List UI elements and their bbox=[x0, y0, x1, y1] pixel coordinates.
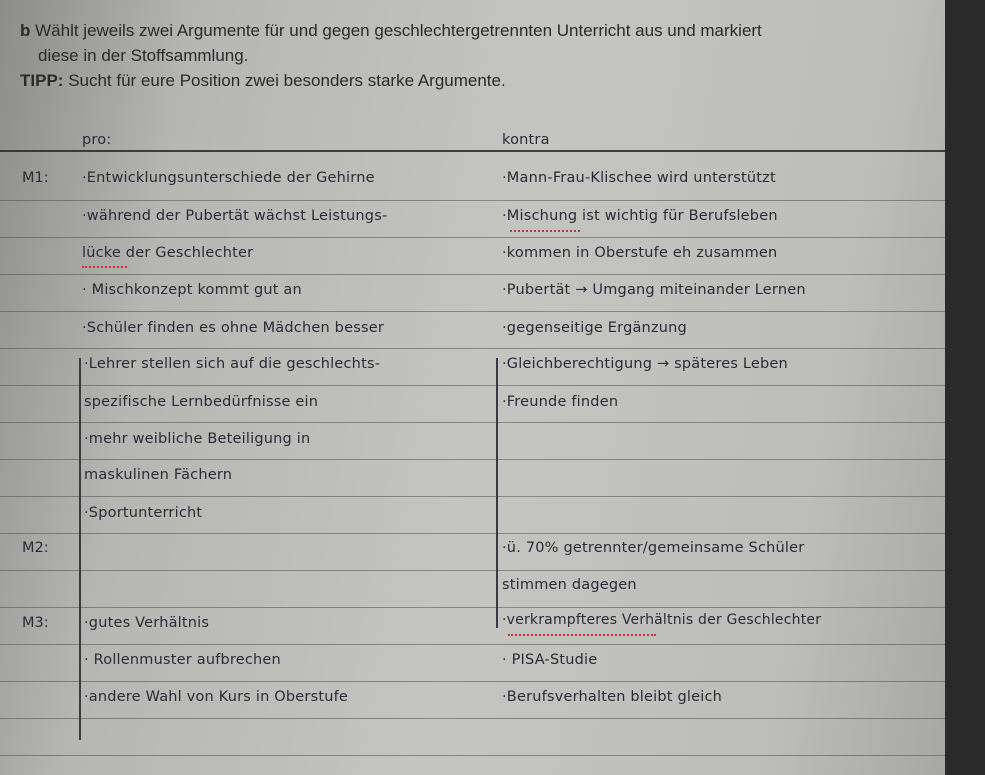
ruled-line bbox=[0, 755, 945, 756]
pro-argument: · Rollenmuster aufbrechen bbox=[84, 652, 281, 668]
highlight-dots bbox=[508, 634, 656, 636]
task-tip bbox=[20, 68, 762, 93]
kontra-argument: ·kommen in Oberstufe eh zusammen bbox=[502, 245, 778, 261]
background-edge bbox=[945, 0, 985, 775]
task-line-1 bbox=[20, 18, 762, 43]
kontra-argument: ·gegenseitige Ergänzung bbox=[502, 320, 687, 336]
pro-argument: ·andere Wahl von Kurs in Oberstufe bbox=[84, 689, 349, 705]
middle-divider-line bbox=[496, 358, 498, 628]
task-text-1: Wählt jeweils zwei Argumente für und gegen geschlechtergetrennten Unterricht aus und markiert bbox=[35, 21, 762, 40]
task-instructions bbox=[20, 18, 762, 93]
pro-argument: ·Schüler finden es ohne Mädchen besser bbox=[82, 320, 384, 336]
ruled-line bbox=[0, 200, 945, 201]
pro-argument: ·Sportunterricht bbox=[84, 505, 203, 521]
kontra-argument: ·Freunde finden bbox=[502, 394, 619, 410]
tip-label: TIPP: bbox=[20, 71, 64, 90]
ruled-line bbox=[0, 274, 945, 275]
kontra-header: kontra bbox=[502, 132, 550, 148]
pro-argument: ·gutes Verhältnis bbox=[84, 615, 210, 631]
pro-argument: · Mischkonzept kommt gut an bbox=[82, 282, 302, 298]
tip-text: Sucht für eure Position zwei besonders starke Argumente. bbox=[68, 71, 506, 90]
pro-argument: spezifische Lernbedürfnisse ein bbox=[84, 394, 319, 410]
pro-argument: ·während der Pubertät wächst Leistungs- bbox=[82, 208, 388, 224]
pro-argument: ·mehr weibliche Beteiligung in bbox=[84, 431, 311, 447]
task-letter: b bbox=[20, 21, 31, 40]
kontra-argument: ·Berufsverhalten bleibt gleich bbox=[502, 689, 723, 705]
ruled-line bbox=[0, 311, 945, 312]
ruled-line bbox=[0, 348, 945, 349]
ruled-line bbox=[0, 718, 945, 719]
ruled-line bbox=[0, 644, 945, 645]
pro-argument: lücke der Geschlechter bbox=[82, 245, 254, 261]
ruled-line bbox=[0, 237, 945, 238]
kontra-argument: · PISA-Studie bbox=[502, 652, 598, 668]
kontra-argument: ·Pubertät → Umgang miteinander Lernen bbox=[502, 282, 806, 298]
ruled-line bbox=[0, 385, 945, 386]
pro-argument: ·Lehrer stellen sich auf die geschlechts- bbox=[84, 356, 381, 372]
highlight-dots bbox=[510, 230, 580, 232]
ruled-line bbox=[0, 496, 945, 497]
ruled-line bbox=[0, 681, 945, 682]
left-divider-line bbox=[79, 358, 81, 740]
kontra-argument: ·Mischung ist wichtig für Berufsleben bbox=[502, 208, 778, 224]
header-rule bbox=[0, 150, 945, 152]
kontra-argument: ·verkrampfteres Verhältnis der Geschlechter bbox=[502, 612, 822, 628]
pro-header: pro: bbox=[82, 132, 112, 148]
label-m2: M2: bbox=[22, 540, 49, 556]
kontra-argument: ·ü. 70% getrennter/gemeinsame Schüler bbox=[502, 540, 805, 556]
pro-argument: ·Entwicklungsunterschiede der Gehirne bbox=[82, 170, 375, 186]
highlight-dots bbox=[82, 266, 127, 268]
label-m1: M1: bbox=[22, 170, 49, 186]
label-m3: M3: bbox=[22, 615, 49, 631]
ruled-line bbox=[0, 533, 945, 534]
kontra-argument: stimmen dagegen bbox=[502, 577, 637, 593]
ruled-line bbox=[0, 459, 945, 460]
kontra-argument: ·Gleichberechtigung → späteres Leben bbox=[502, 356, 788, 372]
ruled-line bbox=[0, 570, 945, 571]
ruled-line bbox=[0, 607, 945, 608]
task-line-2: diese in der Stoffsammlung. bbox=[38, 46, 249, 65]
pro-argument: maskulinen Fächern bbox=[84, 467, 233, 483]
ruled-line bbox=[0, 422, 945, 423]
kontra-argument: ·Mann-Frau-Klischee wird unterstützt bbox=[502, 170, 776, 186]
